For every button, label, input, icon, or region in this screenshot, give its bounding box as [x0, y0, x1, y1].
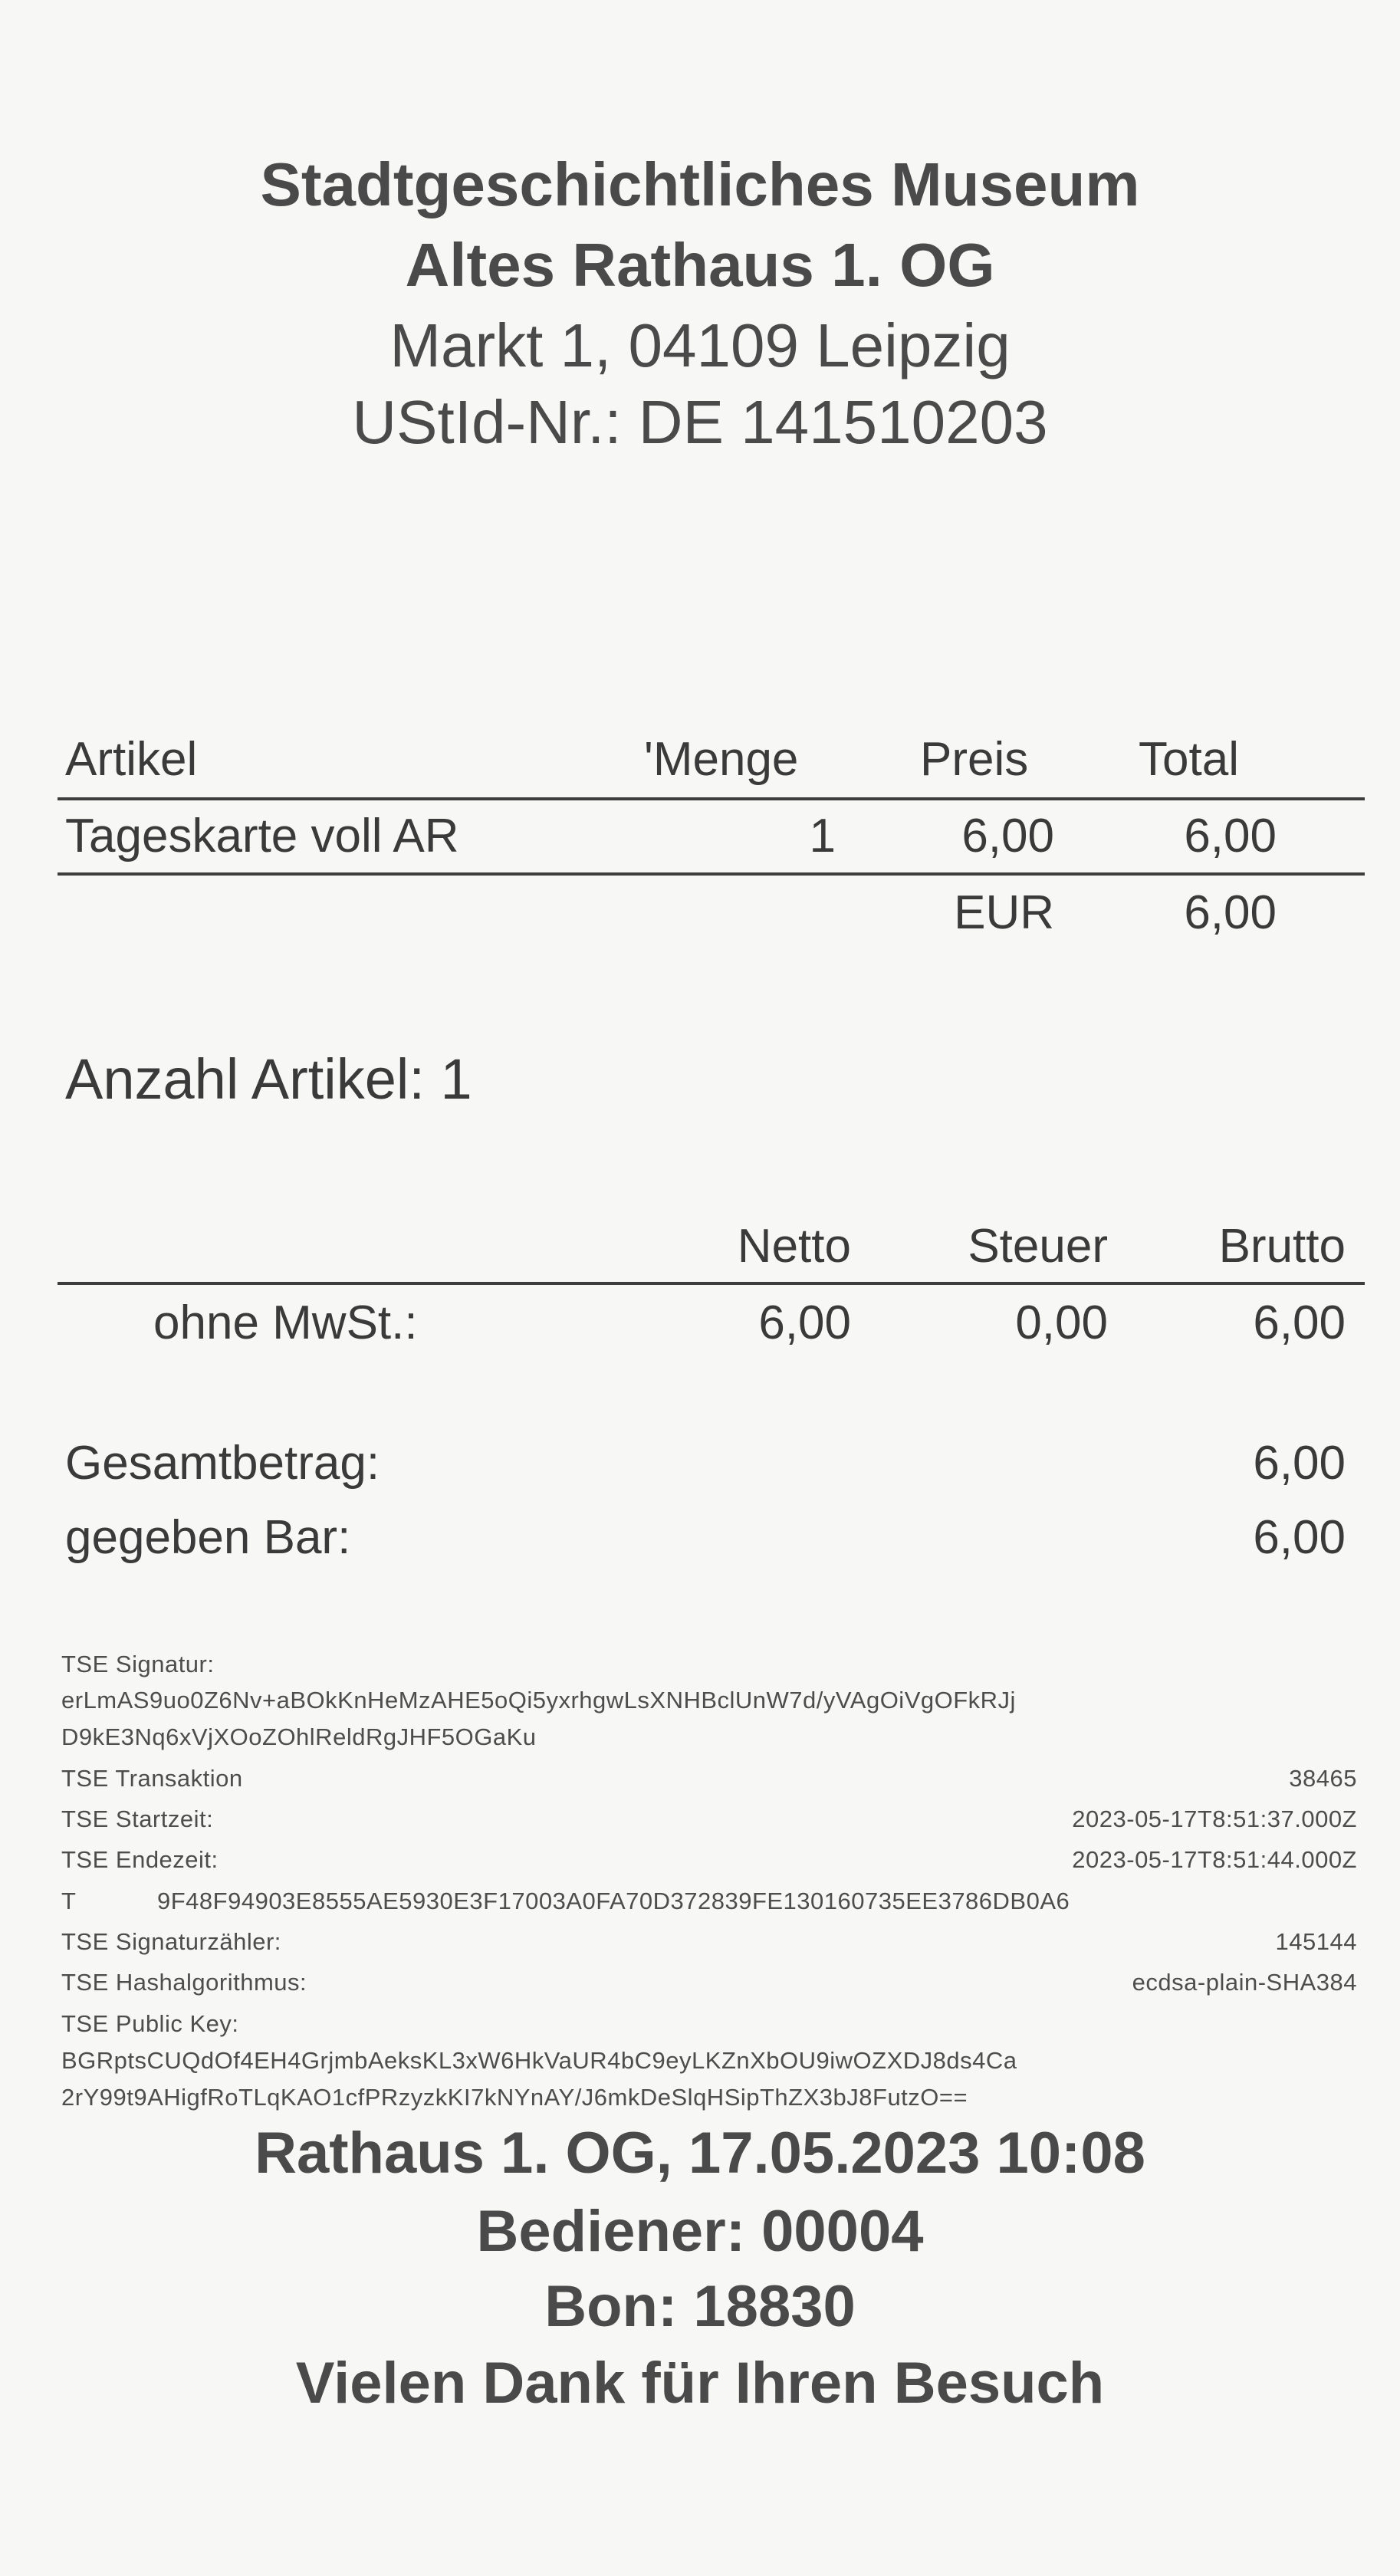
tax-row-tax: 0,00: [1015, 1296, 1108, 1349]
tse-signature-line1: erLmAS9uo0Z6Nv+aBOkKnHeMzAHE5oQi5yxrhgwLsXNHBclUnW7d/yVAgOiVgOFkRJj: [61, 1687, 1016, 1714]
tse-hash-value: ecdsa-plain-SHA384: [1132, 1969, 1357, 1996]
tse-end-value: 2023-05-17T8:51:44.000Z: [1072, 1846, 1357, 1873]
currency-label: EUR: [954, 886, 1054, 939]
item-article: Tageskarte voll AR: [65, 810, 459, 863]
tse-pubkey-line2: 2rY99t9AHigfRoTLqKAO1cfPRzyzkKI7kNYnAY/J6mkDeSlqHSipThZX3bJ8FutzO==: [61, 2084, 968, 2111]
item-count: Anzahl Artikel: 1: [65, 1047, 472, 1111]
col-article-header: Artikel: [65, 733, 198, 786]
col-price-header: Preis: [920, 733, 1029, 786]
tse-pubkey-line1: BGRptsCUQdOf4EH4GrjmbAeksKL3xW6HkVaUR4bC9eyLKZnXbOU9iwOZXDJ8ds4Ca: [61, 2047, 1017, 2074]
items-sum-rule: [58, 872, 1365, 876]
items-sum: 6,00: [1184, 886, 1277, 939]
museum-address: Markt 1, 04109 Leipzig: [389, 311, 1011, 380]
footer-location-time: Rathaus 1. OG, 17.05.2023 10:08: [255, 2121, 1145, 2186]
tse-end-label: TSE Endezeit:: [61, 1846, 219, 1873]
items-header-rule: [58, 797, 1365, 800]
item-qty: 1: [809, 810, 836, 863]
tse-counter-value: 145144: [1275, 1928, 1357, 1955]
tse-serial-label: T: [61, 1888, 77, 1914]
tse-transaction-value: 38465: [1289, 1765, 1357, 1792]
tse-signature-line2: D9kE3Nq6xVjXOoZOhlReldRgJHF5OGaKu: [61, 1723, 537, 1750]
footer-operator: Bediener: 00004: [476, 2199, 924, 2264]
paid-label: gegeben Bar:: [65, 1511, 351, 1564]
col-total-header: Total: [1139, 733, 1239, 786]
paid-value: 6,00: [1253, 1511, 1346, 1564]
museum-name: Stadtgeschichtliches Museum: [260, 150, 1140, 219]
tax-row-label: ohne MwSt.:: [153, 1296, 418, 1349]
tse-start-value: 2023-05-17T8:51:37.000Z: [1072, 1806, 1357, 1832]
footer-thanks: Vielen Dank für Ihren Besuch: [295, 2351, 1105, 2416]
col-net-header: Netto: [737, 1220, 851, 1273]
col-gross-header: Brutto: [1218, 1220, 1346, 1273]
museum-location: Altes Rathaus 1. OG: [405, 231, 995, 299]
tse-transaction-label: TSE Transaktion: [61, 1765, 243, 1792]
tse-hash-label: TSE Hashalgorithmus:: [61, 1969, 307, 1996]
tse-pubkey-label: TSE Public Key:: [61, 2010, 239, 2037]
tse-serial-value: 9F48F94903E8555AE5930E3F17003A0FA70D372839FE130160735EE3786DB0A6: [157, 1888, 1070, 1914]
vat-id: UStId-Nr.: DE 141510203: [352, 388, 1048, 456]
tse-signature-label: TSE Signatur:: [61, 1651, 215, 1677]
col-tax-header: Steuer: [968, 1220, 1108, 1273]
tax-header-rule: [58, 1282, 1365, 1285]
tax-row-gross: 6,00: [1253, 1296, 1346, 1349]
col-qty-header: 'Menge: [644, 733, 799, 786]
tax-row-net: 6,00: [758, 1296, 851, 1349]
item-total: 6,00: [1184, 810, 1277, 863]
total-value: 6,00: [1253, 1437, 1346, 1490]
total-label: Gesamtbetrag:: [65, 1437, 380, 1490]
footer-receipt-number: Bon: 18830: [544, 2274, 856, 2339]
tse-start-label: TSE Startzeit:: [61, 1806, 214, 1832]
item-price: 6,00: [961, 810, 1054, 863]
tse-counter-label: TSE Signaturzähler:: [61, 1928, 281, 1955]
